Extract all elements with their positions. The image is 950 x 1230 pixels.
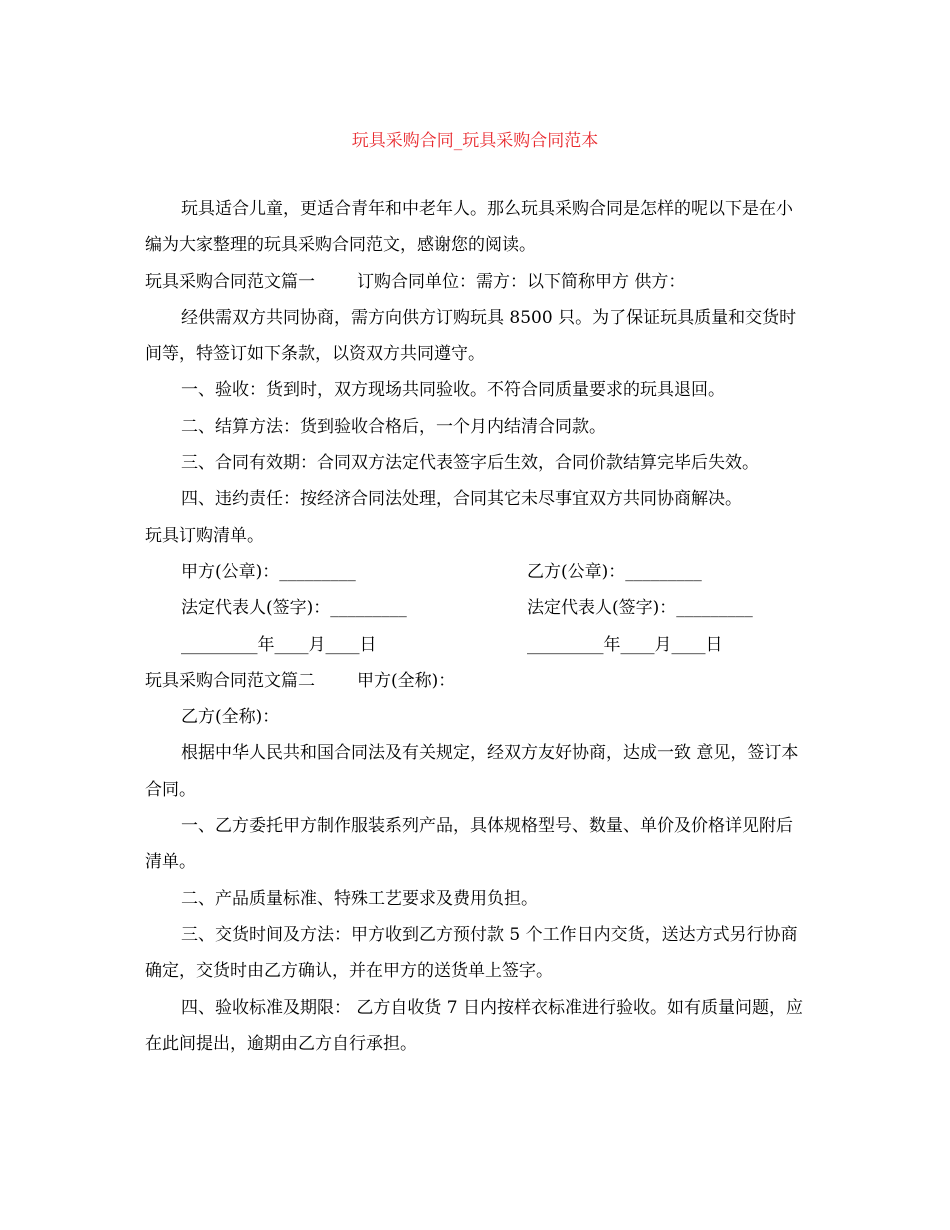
- intro-paragraph: 玩具适合儿童，更适合青年和中老年人。那么玩具采购合同是怎样的呢以下是在小编为大家整理的玩具采购合同范文，感谢您的阅读。: [145, 199, 793, 256]
- sample1-list-note: 玩具订购清单。: [145, 525, 264, 546]
- document-title: 玩具采购合同_玩具采购合同范本: [351, 131, 599, 151]
- party-a-seal: 甲方(公章)：_________: [181, 561, 356, 582]
- sample1-clause-liability: 四、违约责任：按经济合同法处理，合同其它未尽事宜双方共同协商解决。: [181, 489, 742, 510]
- signature-row-date: [145, 627, 807, 663]
- sample2-clause-2: 二、产品质量标准、特殊工艺要求及费用负担。: [181, 888, 538, 909]
- sample2-heading: 玩具采购合同范文篇二: [145, 670, 315, 691]
- sample1-heading-rest: 订购合同单位：需方：以下简称甲方 供方：: [357, 271, 686, 292]
- party-b-date: _________年____月____日: [527, 634, 723, 655]
- party-b-rep: 法定代表人(签字)：_________: [527, 598, 753, 619]
- sample2-clause-4: 四、验收标准及期限： 乙方自收货 7 日内按样衣标准进行验收。如有质量问题，应在此间提出，逾期由乙方自行承担。: [145, 997, 804, 1054]
- signature-row-rep: [145, 590, 807, 626]
- sample2-clause-3: 三、交货时间及方法：甲方收到乙方预付款 5 个工作日内交货，送达方式另行协商确定，交货时由乙方确认，并在甲方的送货单上签字。: [145, 924, 798, 982]
- party-b-seal: 乙方(公章)：_________: [527, 561, 702, 582]
- sample1-clause-validity: 三、合同有效期：合同双方法定代表签字后生效，合同价款结算完毕后失效。: [181, 453, 759, 474]
- sample1-heading: 玩具采购合同范文篇一: [145, 271, 315, 292]
- sample1-clause-acceptance: 一、验收：货到时，双方现场共同验收。不符合同质量要求的玩具退回。: [181, 380, 725, 401]
- party-a-date: _________年____月____日: [181, 634, 377, 655]
- sample2-party-b: 乙方(全称)：: [181, 707, 280, 728]
- sample1-heading-line: [145, 264, 807, 300]
- sample1-clause-settlement: 二、结算方法：货到验收合格后，一个月内结清合同款。: [181, 416, 606, 437]
- sample2-clause-1: 一、乙方委托甲方制作服装系列产品，具体规格型号、数量、单价及价格详见附后清单。: [145, 816, 793, 873]
- document-body: [145, 191, 807, 1062]
- sample1-paragraph: 经供需双方共同协商，需方向供方订购玩具 8500 只。为了保证玩具质量和交货时间等，特签订如下条款，以资双方共同遵守。: [145, 307, 797, 365]
- sample2-heading-rest: 甲方(全称)：: [357, 670, 456, 691]
- sample2-heading-line: [145, 663, 807, 699]
- sample2-preamble: 根据中华人民共和国合同法及有关规定，经双方友好协商，达成一致 意见，签订本合同。: [145, 743, 799, 800]
- party-a-rep: 法定代表人(签字)：_________: [181, 598, 407, 619]
- signature-row-seal: [145, 554, 807, 590]
